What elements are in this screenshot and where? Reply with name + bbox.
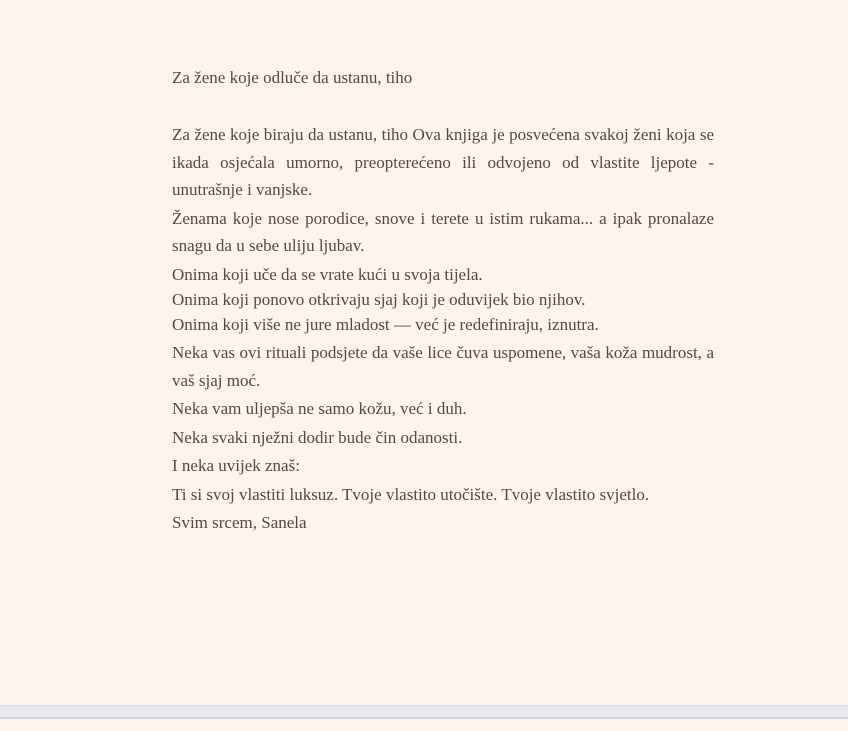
paragraph-touch: Neka svaki nježni dodir bude čin odanosti. [172, 427, 463, 447]
paragraph-redefine: Onima koji više ne jure mladost — već je redefiniraju, iznutra. [172, 315, 599, 334]
paragraph-dedication: Za žene koje biraju da ustanu, tiho Ova knjiga je posvećena svakoj ženi koja se ikada osjećala umorno, preopterećeno ili odvojeno od vlastite ljepote - unutrašnje i vanjske. [172, 125, 714, 199]
paragraph-rediscover: Onima koji ponovo otkrivaju sjaj koji je oduvijek bio njihov. [172, 290, 586, 309]
spacer [172, 90, 714, 121]
document-content [172, 66, 714, 538]
paragraph-beautify: Neka vam uljepša ne samo kožu, već i duh. [172, 399, 467, 418]
paragraph-know: I neka uvijek znaš: [172, 456, 300, 475]
horizontal-scrollbar[interactable] [0, 705, 848, 719]
document-title: Za žene koje odluče da ustanu, tiho [172, 68, 413, 87]
paragraph-women-families: Ženama koje nose porodice, snove i terete u istim rukama... a ipak pronalaze snagu da u sebe uliju ljubav. [172, 208, 714, 255]
paragraph-return-home: Onima koji uče da se vrate kući u svoja tijela. [172, 264, 483, 284]
next-page-edge [0, 719, 848, 731]
paragraph-rituals: Neka vas ovi rituali podsjete da vaše lice čuva uspomene, vaša koža mudrost, a vaš sjaj moć. [172, 343, 714, 390]
paragraph-luxury: Ti si svoj vlastiti luksuz. Tvoje vlastito utočište. Tvoje vlastito svjetlo. [172, 484, 650, 504]
signature-line: Svim srcem, Sanela [172, 513, 307, 532]
